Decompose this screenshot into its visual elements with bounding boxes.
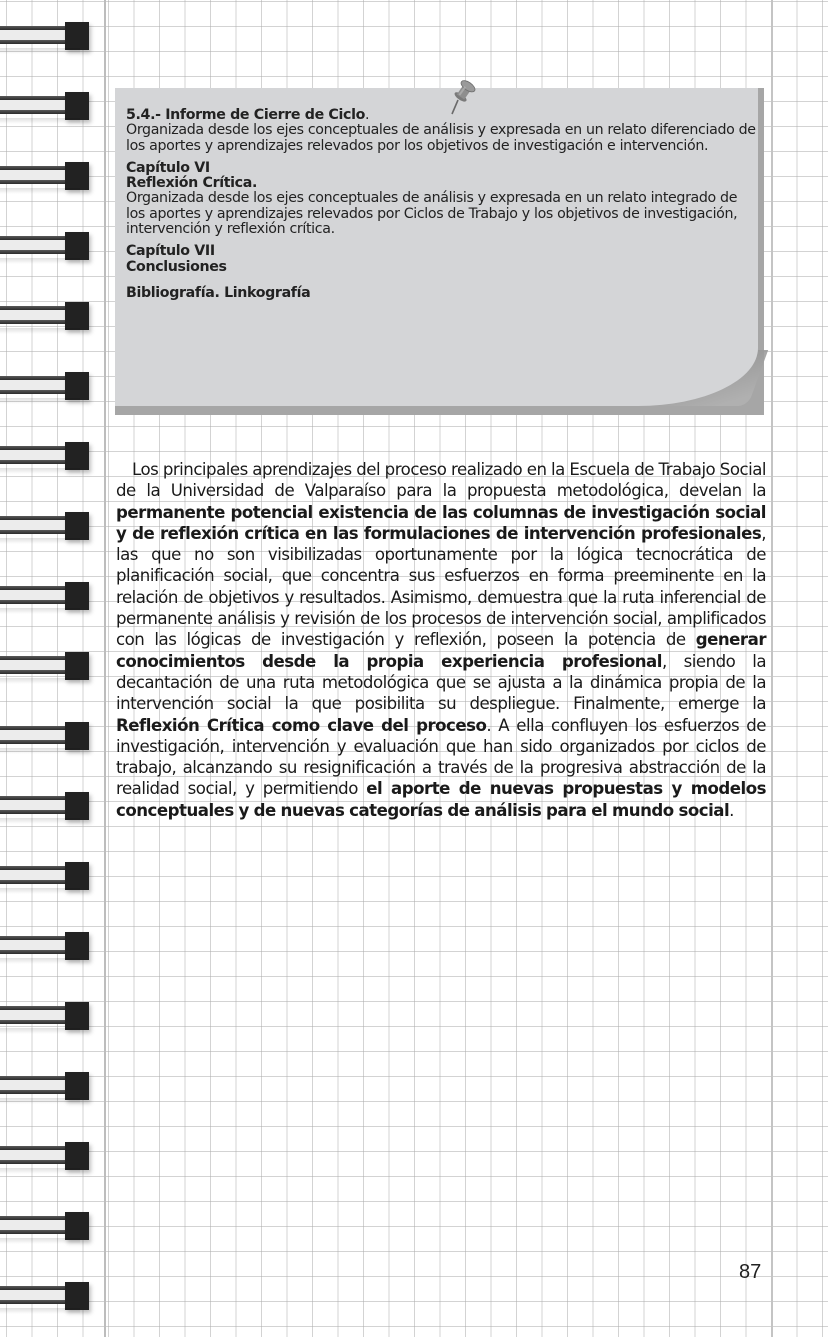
paragraph-text: , las que no son visibilizadas oportunamente por la lógica tecnocrática de planificación social, que concentra sus esfuerzos en forma preeminente en la relación de objetivos y resultados. Asimismo, demuestra que la ruta inferencial de permanente análisis y revisión de los procesos de intervención social, amplificados con las lógicas de investigación y reflexión, poseen la potencia de xyxy=(116,523,766,650)
spiral-ring xyxy=(0,1282,90,1310)
paragraph-text: Los principales aprendizajes del proceso realizado en la Escuela de Trabajo Social de la Universidad de Valparaíso para la propuesta metodológica, develan la xyxy=(116,460,766,501)
spiral-ring xyxy=(0,862,90,890)
spiral-ring xyxy=(0,582,90,610)
right-margin-line xyxy=(771,0,773,1337)
spiral-ring xyxy=(0,652,90,680)
spiral-ring xyxy=(0,932,90,960)
spiral-ring xyxy=(0,1072,90,1100)
spiral-ring xyxy=(0,162,90,190)
chapter6-label: Capítulo VI xyxy=(126,159,210,176)
paragraph-text: , siendo la decantación de una ruta metodológica que se ajusta a la dinámica propia de la intervención social la que posibilita su despliegue. Finalmente, emerge la xyxy=(116,651,766,714)
chapter7-title: Conclusiones xyxy=(126,258,227,275)
emphasis-text: el aporte de nuevas propuestas y modelos conceptuales y de nuevas categorías de análisis para el mundo social xyxy=(116,779,767,820)
section-description: Organizada desde los ejes conceptuales de análisis y expresada en un relato diferenciado de los aportes y aprendizajes relevados por los objetivos de investigación e intervención. xyxy=(126,122,756,154)
left-margin-line xyxy=(104,0,106,1337)
spiral-ring xyxy=(0,792,90,820)
emphasis-text: generar conocimientos desde la propia experiencia profesional xyxy=(116,630,766,671)
paragraph-text: . xyxy=(729,800,734,820)
spiral-ring xyxy=(0,22,90,50)
spiral-ring xyxy=(0,722,90,750)
note-content xyxy=(126,108,756,301)
chapter6-title: Reflexión Crítica. xyxy=(126,175,257,192)
spiral-ring xyxy=(0,1212,90,1240)
chapter-7 xyxy=(126,244,756,275)
main-paragraph xyxy=(116,459,766,821)
spiral-binding xyxy=(0,0,95,1337)
spiral-ring xyxy=(0,1142,90,1170)
emphasis-text: permanente potencial existencia de las columnas de investigación social y de reflexión crítica en las formulaciones de intervención profesionales xyxy=(116,502,766,543)
section-heading: 5.4.- Informe de Cierre de Ciclo xyxy=(126,107,365,123)
spiral-ring xyxy=(0,442,90,470)
bibliography-line: Bibliografía. Linkografía xyxy=(126,284,311,301)
chapter6-description: Organizada desde los ejes conceptuales de análisis y expresada en un relato integrado de los aportes y aprendizajes relevados por Ciclos de Trabajo y los objetivos de investigación, intervención y reflexión crítica. xyxy=(126,190,738,238)
section-heading-suffix: . xyxy=(364,107,370,123)
pushpin-icon xyxy=(440,74,480,118)
page-number: 87 xyxy=(739,1261,762,1283)
spiral-ring xyxy=(0,372,90,400)
spiral-ring xyxy=(0,232,90,260)
chapter-6 xyxy=(126,161,756,237)
chapter7-label: Capítulo VII xyxy=(126,243,215,260)
emphasis-text: Reflexión Crítica como clave del proceso xyxy=(116,715,487,735)
spiral-ring xyxy=(0,1002,90,1030)
spiral-ring xyxy=(0,92,90,120)
spiral-ring xyxy=(0,512,90,540)
paragraph-text: . A ella confluyen los esfuerzos de investigación, intervención y evaluación que han sido organizados por ciclos de trabajo, alcanzando su resignificación a través de la progresiva abstracción de la realidad social, y permitiendo xyxy=(116,715,766,799)
sticky-note xyxy=(115,88,764,415)
spiral-ring xyxy=(0,302,90,330)
